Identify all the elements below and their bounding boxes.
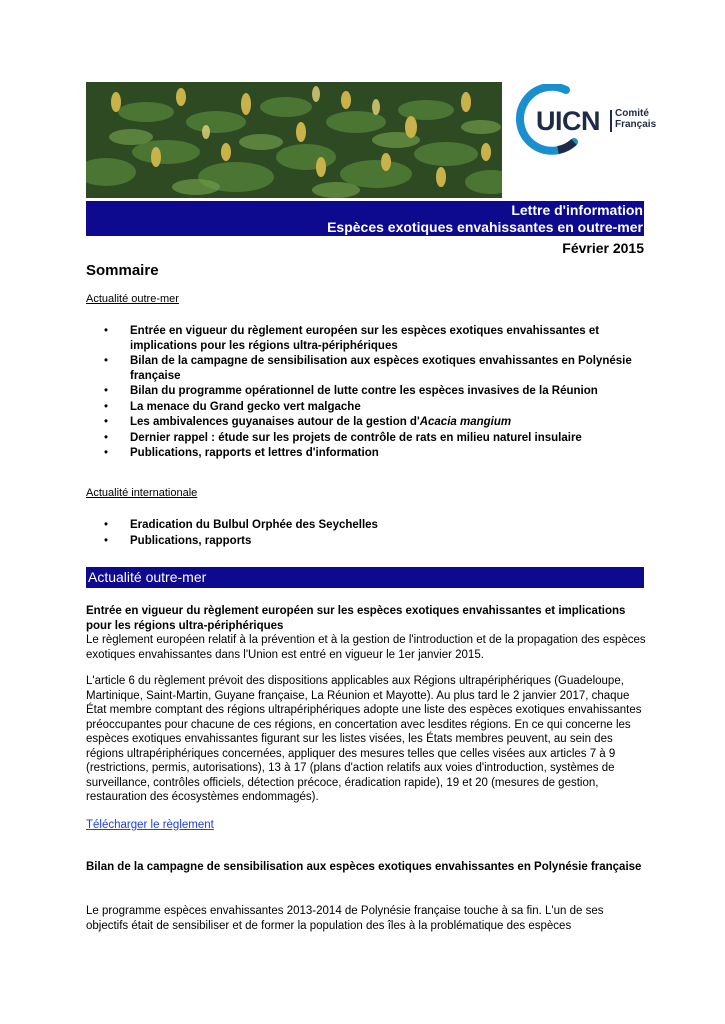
toc-item-text: Bilan du programme opérationnel de lutte contre les espèces invasives de la Réunion	[130, 385, 598, 397]
download-regulation-link[interactable]: Télécharger le règlement	[86, 819, 214, 831]
list-item[interactable]	[86, 324, 646, 353]
list-item[interactable]	[86, 518, 646, 533]
bullet-icon: •	[104, 447, 109, 459]
title-banner	[86, 201, 644, 236]
uicn-logo	[514, 84, 657, 156]
toc-item-text: Publications, rapports	[130, 534, 252, 547]
toc-item-text: Les ambivalences guyanaises autour de la gestion d'	[130, 416, 420, 428]
list-item[interactable]	[86, 431, 646, 446]
article-1-para2: L'article 6 du règlement prévoit des dispositions applicables aux Régions ultrapériphériques (Guadeloupe, Martinique, Saint-Martin, Guyane française, La Réunion et Mayotte). Au plus tard le 2 janvier 2017, chaque État membre comptant des régions ultrapériphériques adopte une liste des espèces exotiques envahissantes préoccupantes pour chacune de ces régions, en concertation avec lesdites régions. En ce qui concerne les espèces exotiques envahissantes figurant sur les listes visées, les États membres peuvent, au sein des régions ultrapériphériques concernées, appliquer des mesures telles que celles visées aux articles 7 à 9 (restrictions, permis, autorisations), 13 à 17 (plans d'action relatifs aux voies d'introduction, systèmes de surveillance, contrôles officiels, détection précoce, éradication rapide), 19 et 20 (mesures de gestion, restauration des écosystèmes endommagés).	[86, 675, 642, 803]
list-item[interactable]	[86, 400, 646, 415]
toc-item-italic: Acacia mangium	[419, 416, 512, 428]
toc-item-text: Entrée en vigueur du règlement européen sur les espèces exotiques envahissantes et implications pour les régions ultra-périphériques	[130, 325, 600, 352]
article-1-para1: Le règlement européen relatif à la prévention et à la gestion de l'introduction et de la propagation des espèces exotiques envahissantes dans l'Union est entré en vigueur le 1er janvier 2015.	[86, 634, 646, 661]
article-2-body	[86, 904, 646, 933]
logo-separator	[610, 110, 612, 132]
toc-item-text: La menace du Grand gecko vert malgache	[130, 400, 361, 413]
article-2-heading: Bilan de la campagne de sensibilisation aux espèces exotiques envahissantes en Polynésie française	[86, 861, 642, 873]
list-item[interactable]	[86, 446, 646, 461]
bullet-icon: •	[104, 400, 109, 413]
toc-outremer-list	[86, 324, 646, 462]
logo-subtitle	[615, 108, 656, 130]
list-item[interactable]	[86, 534, 646, 549]
toc-item-text: Publications, rapports et lettres d'information	[130, 447, 379, 459]
list-item[interactable]	[86, 384, 646, 399]
bullet-icon: •	[104, 519, 109, 531]
bullet-icon: •	[104, 431, 109, 444]
issue-date: Février 2015	[562, 240, 644, 256]
sommaire-heading: Sommaire	[86, 262, 159, 279]
toc-international-list	[86, 518, 646, 549]
header-photo	[86, 82, 502, 198]
banner-line1: Lettre d'information	[511, 202, 643, 218]
logo-brand: UICN	[536, 106, 600, 136]
article-2	[86, 860, 646, 875]
bullet-icon: •	[104, 325, 109, 337]
toc-item-text: Eradication du Bulbul Orphée des Seychelles	[130, 519, 378, 531]
toc-outremer-link[interactable]: Actualité outre-mer	[86, 293, 179, 305]
bullet-icon: •	[104, 385, 109, 397]
toc-item-text: Dernier rappel : étude sur les projets de contrôle de rats en milieu naturel insulaire	[130, 431, 582, 444]
list-item[interactable]	[86, 415, 646, 430]
bullet-icon: •	[104, 534, 109, 547]
bullet-icon: •	[104, 355, 109, 367]
logo-subtitle-line1: Comité	[615, 108, 649, 119]
article-1-download	[86, 818, 646, 833]
banner-line2: Espèces exotiques envahissantes en outre-mer	[327, 219, 643, 235]
bullet-icon: •	[104, 416, 109, 428]
article-1	[86, 604, 646, 662]
list-item[interactable]	[86, 354, 646, 383]
section-banner: Actualité outre-mer	[86, 567, 644, 588]
toc-international-link[interactable]: Actualité internationale	[86, 487, 198, 499]
article-2-para1: Le programme espèces envahissantes 2013-2014 de Polynésie française touche à sa fin. L'un de ses objectifs était de sensibiliser et de former la population des îles à la problématique des espèces	[86, 905, 604, 932]
logo-subtitle-line2: Français	[615, 119, 657, 130]
article-1-body	[86, 674, 646, 805]
article-1-heading: Entrée en vigueur du règlement européen sur les espèces exotiques envahissantes et implications pour les régions ultra-périphériques	[86, 605, 626, 632]
toc-item-text: Bilan de la campagne de sensibilisation aux espèces exotiques envahissantes en Polynésie française	[130, 355, 632, 382]
